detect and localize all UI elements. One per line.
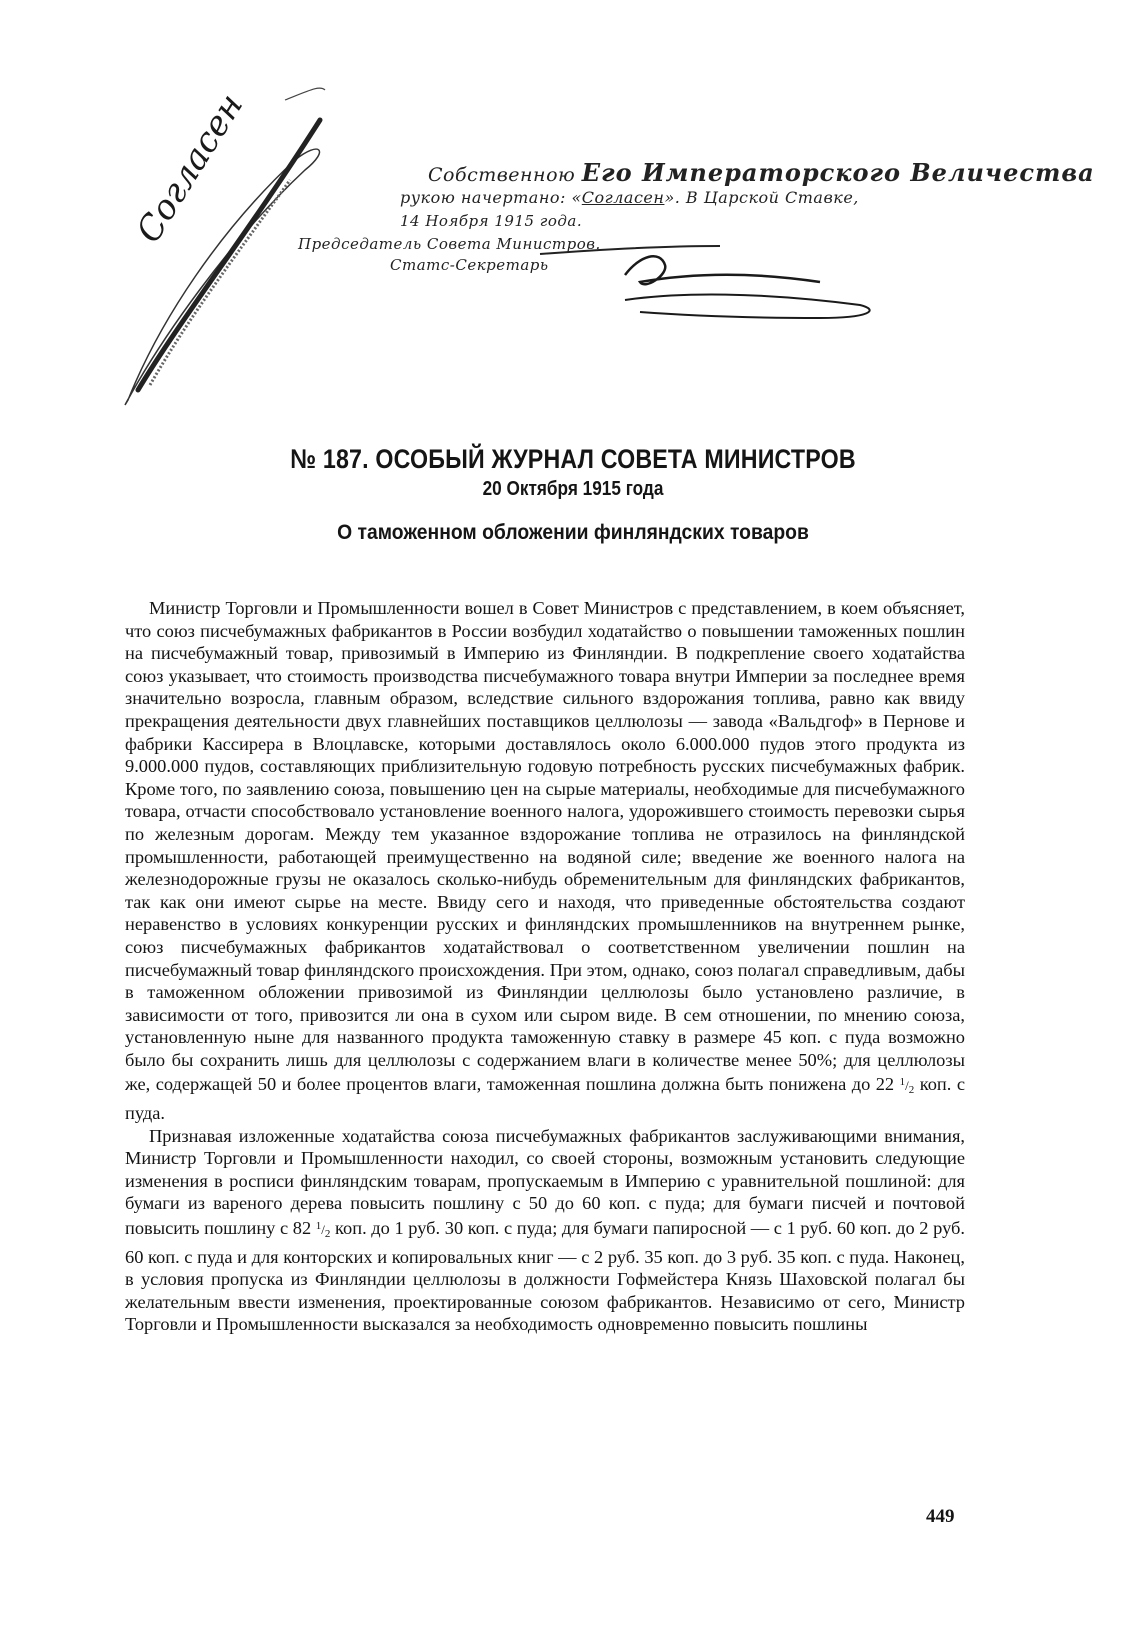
fraction-numerator: 1	[315, 1220, 322, 1233]
imperial-resolution	[120, 60, 1095, 420]
resolution-line-4: Председатель Совета Министров.	[298, 235, 601, 253]
fraction-half: $^1/_2$	[315, 1220, 331, 1241]
document-body	[125, 597, 965, 1336]
resolution-line-2	[400, 188, 859, 207]
document-date: 20 Октября 1915 года	[482, 478, 664, 500]
signature-flourish-tail	[285, 88, 325, 100]
paragraph-text: коп. до 1 руб. 30 коп. с пуда; для бумаги папиросной — с 1 руб. 60 коп. до 2 руб. 60 коп. с пуда и для конторских и копировальных книг — с 2 руб. 35 коп. до 3 руб. 35 коп. с пуда. Наконец, в условия пропуска из Финляндии целлюлозы в должности Гофмейстера Князь Шаховской полагал бы желательным ввести изменения, проектированные союзом фабрикантов. Независимо от сего, Министр Торговли и Промышленности высказался за необходимость одновременно повысить пошлины	[125, 1218, 965, 1335]
paragraph-text: коп. с пуда.	[125, 1074, 965, 1124]
margin-note-handwriting	[125, 87, 325, 405]
resolution-line-5: Статс-Секретарь	[390, 256, 549, 274]
resolution-majesty-text: Его Императорского Величества	[581, 158, 1095, 187]
paragraph-1	[125, 597, 965, 1125]
fraction-half: $^1/_2$	[899, 1076, 915, 1097]
resolution-agreed-text: Согласен	[581, 188, 665, 207]
margin-note-text: Согласен	[128, 86, 252, 250]
fraction-denominator: 2	[908, 1084, 915, 1097]
fraction-numerator: 1	[899, 1076, 906, 1089]
resolution-line-3: 14 Ноября 1915 года.	[400, 212, 583, 230]
paragraph-2	[125, 1125, 965, 1336]
paragraph-text: Министр Торговли и Промышленности вошел в Совет Министров с представлением, в коем объясняет, что союз писчебумажных фабрикантов в России возбудил ходатайство о повышении таможенных пошлин на писчебумажный товар, привозимый в Империю из Финляндии. В подкрепление своего ходатайства союз указывает, что стоимость производства писчебумажного товара внутри Империи за последнее время значительно возросла, главным образом, вследствие сильного вздорожания топлива, равно как ввиду прекращения деятельности двух главнейших поставщиков целлюлозы — завода «Вальдгоф» в Пернове и фабрики Кассирера в Влоцлавске, которыми доставлялось около 6.000.000 пудов этого продукта из 9.000.000 пудов, составляющих приблизительную годовую потребность русских писчебумажных фабрик. Кроме того, по заявлению союза, повышению цен на сырые материалы, необходимые для писчебумажного товара, отчасти способствовало установление военного налога, удорожившего стоимость перевозки сырья по железным дорогам. Между тем указанное вздорожание топлива не отразилось на финляндской промышленности, работающей преимущественно на водяной силе; введение же военного налога на железнодорожные грузы не оказалось сколько-нибудь обременительным для финляндских фабрикантов, так как они имеют сырье на месте. Ввиду сего и находя, что приведенные обстоятельства создают неравенство в условиях конкуренции русских и финляндских промышленников на внутреннем рынке, союз писчебумажных фабрикантов ходатайствовал о соответственном увеличении пошлин на писчебумажный товар финляндского происхождения. При этом, однако, союз полагал справедливым, дабы в таможенном обложении привозимой из Финляндии целлюлозы было установлено различие, в зависимости от того, привозится ли она в сухом или сыром виде. В сем отношении, по мнению союза, установленную ныне для названного продукта таможенную ставку в размере 45 коп. с пуда возможно было бы сохранить лишь для целлюлозы с содержанием влаги в количестве менее 50%; для целлюлозы же, содержащей 50 и более процентов влаги, таможенная пошлина должна быть понижена до 22	[125, 598, 965, 1095]
resolution-line-1	[428, 158, 1095, 187]
document-title: № 187. ОСОБЫЙ ЖУРНАЛ СОВЕТА МИНИСТРОВ	[290, 444, 856, 474]
page-number: 449	[926, 1506, 955, 1527]
resolution-text: рукою начертано: «	[400, 188, 582, 207]
signature-flourish-stroke	[138, 120, 320, 390]
document-subject: О таможенном обложении финляндских товаров	[337, 521, 809, 544]
signature-scrawl	[625, 256, 820, 284]
resolution-text: Собственною	[428, 164, 576, 186]
signature-underline	[625, 295, 870, 318]
fraction-denominator: 2	[324, 1228, 331, 1241]
resolution-text: ». В Царской Ставке,	[664, 188, 859, 207]
minister-signature	[540, 246, 870, 318]
paragraph-text: Признавая изложенные ходатайства союза писчебумажных фабрикантов заслуживающими внимания, Министр Торговли и Промышленности находил, со своей стороны, возможным установить следующие изменения в росписи финляндским товарам, пропускаемым в Империю с уравнительной пошлиной: для бумаги из вареного дерева повысить пошлину с 50 до 60 коп. с пуда; для бумаги писчей и почтовой повысить пошлину с 82	[125, 1125, 965, 1239]
